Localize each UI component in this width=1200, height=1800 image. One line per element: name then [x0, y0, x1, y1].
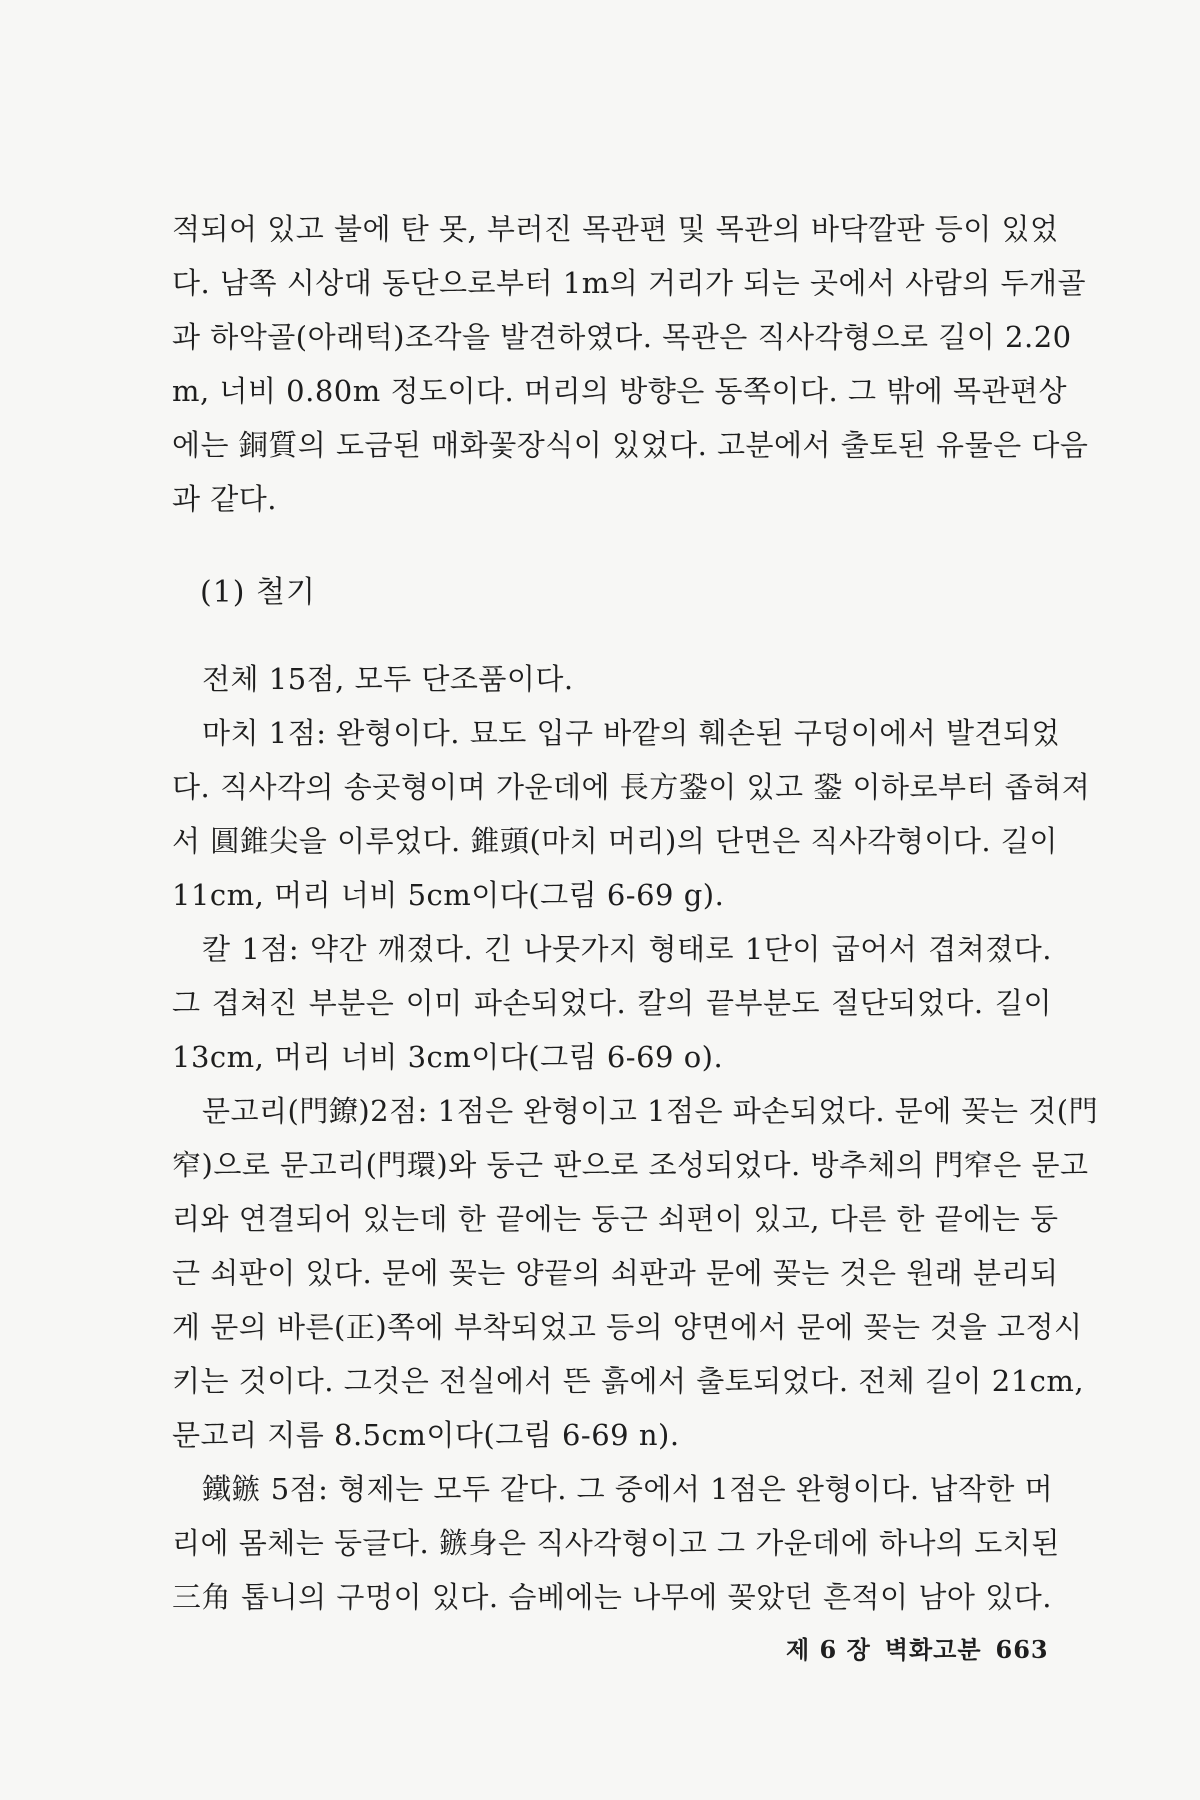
- page-footer: [786, 1630, 1063, 1665]
- text-line: 에는 銅質의 도금된 매화꽃장식이 있었다. 고분에서 출토된 유물은 다음: [172, 428, 1089, 462]
- text-line: 문고리 지름 8.5cm이다(그림 6-69 n).: [172, 1418, 680, 1452]
- text-line: 三角 톱니의 구멍이 있다. 슴베에는 나무에 꽂았던 흔적이 남아 있다.: [172, 1580, 1052, 1614]
- text-line: 鐵鏃 5점: 형제는 모두 같다. 그 중에서 1점은 완형이다. 납작한 머: [202, 1472, 1054, 1506]
- text-line: 리에 몸체는 둥글다. 鏃身은 직사각형이고 그 가운데에 하나의 도치된: [172, 1526, 1060, 1560]
- text-line: 전체 15점, 모두 단조품이다.: [202, 662, 574, 696]
- text-line: 그 겹쳐진 부분은 이미 파손되었다. 칼의 끝부분도 절단되었다. 길이: [172, 986, 1052, 1020]
- text-line: 근 쇠판이 있다. 문에 꽂는 양끝의 쇠판과 문에 꽂는 것은 원래 분리되: [172, 1256, 1059, 1290]
- body-text: [172, 652, 1099, 1624]
- text-line: 마치 1점: 완형이다. 묘도 입구 바깥의 훼손된 구덩이에서 발견되었: [202, 716, 1061, 750]
- text-line: 13cm, 머리 너비 3cm이다(그림 6-69 o).: [172, 1040, 724, 1074]
- text-line: 과 같다.: [172, 482, 277, 516]
- footer-title: 벽화고분: [884, 1635, 982, 1664]
- text-line: 게 문의 바른(正)쪽에 부착되었고 등의 양면에서 문에 꽂는 것을 고정시: [172, 1310, 1083, 1344]
- page-number: 663: [995, 1635, 1049, 1664]
- text-line: 적되어 있고 불에 탄 못, 부러진 목관편 및 목관의 바닥깔판 등이 있었: [172, 212, 1059, 246]
- text-line: m, 너비 0.80m 정도이다. 머리의 방향은 동쪽이다. 그 밖에 목관편상: [172, 374, 1068, 408]
- text-line: 문고리(門鐐)2점: 1점은 완형이고 1점은 파손되었다. 문에 꽂는 것(門: [202, 1094, 1099, 1128]
- text-line: 다. 직사각의 송곳형이며 가운데에 長方銎이 있고 銎 이하로부터 좁혀져: [172, 770, 1091, 804]
- text-line: 다. 남쪽 시상대 동단으로부터 1m의 거리가 되는 곳에서 사람의 두개골: [172, 266, 1087, 300]
- text-line: 窄)으로 문고리(門環)와 둥근 판으로 조성되었다. 방추체의 門窄은 문고: [172, 1148, 1089, 1182]
- text-line: 과 하악골(아래턱)조각을 발견하였다. 목관은 직사각형으로 길이 2.20: [172, 320, 1072, 354]
- text-line: 11cm, 머리 너비 5cm이다(그림 6-69 g).: [172, 878, 725, 912]
- intro-paragraph: [172, 202, 1089, 526]
- text-line: 칼 1점: 약간 깨졌다. 긴 나뭇가지 형태로 1단이 굽어서 겹쳐졌다.: [202, 932, 1052, 966]
- text-line: 키는 것이다. 그것은 전실에서 뜬 흙에서 출토되었다. 전체 길이 21cm,: [172, 1364, 1085, 1398]
- section-heading: (1) 철기: [200, 575, 316, 610]
- footer-chapter: 제 6 장: [786, 1635, 871, 1664]
- text-line: 리와 연결되어 있는데 한 끝에는 둥근 쇠편이 있고, 다른 한 끝에는 둥: [172, 1202, 1059, 1236]
- text-line: 서 圓錐尖을 이루었다. 錐頭(마치 머리)의 단면은 직사각형이다. 길이: [172, 824, 1058, 858]
